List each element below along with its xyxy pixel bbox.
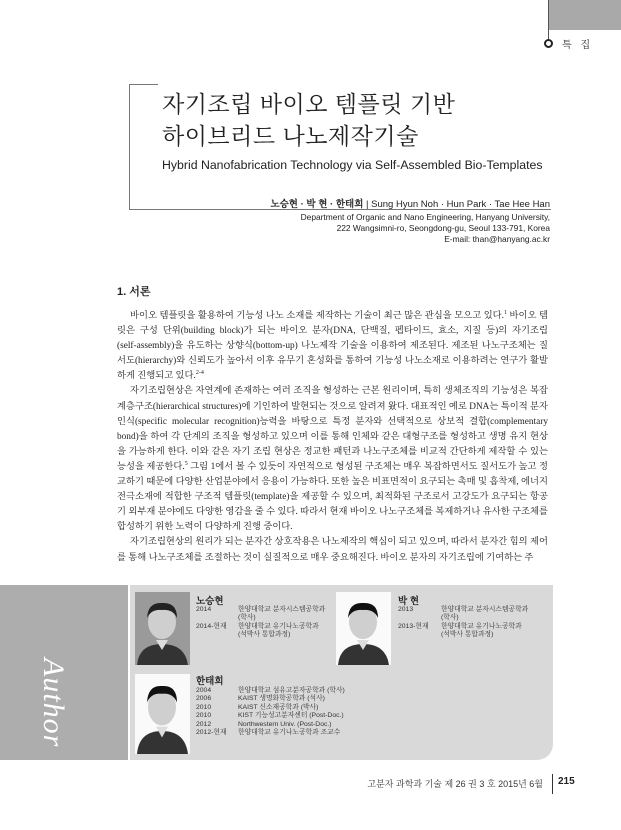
author-photo	[135, 592, 190, 665]
text-segment: (self-assembly)을 유도하는 상향식(bottom-up) 나노제작 기술을 이용하여 제조된다. 제조된 나노구조체는 질	[117, 341, 548, 352]
portrait-icon	[336, 592, 391, 665]
text-segment: 합성하기 위한 노력이 다양하게 진행 중이다.	[117, 522, 293, 533]
text-line	[117, 415, 548, 430]
section-tag: 특 집	[562, 40, 594, 51]
text-segment: 인식(specific molecular recognition)능력을 바탕으로 특정 분자와 선택적으로 상보적 결합(complementary	[117, 416, 548, 427]
text-segment: bond)을 하여 각 단계의 조직을 형성하고 있으며 이를 통해 인체와 같은 대형구조를 형성하고 생명 유지 현상	[117, 431, 548, 442]
author-name: 박 현	[398, 596, 419, 607]
text-line	[117, 551, 548, 566]
text-segment: 서도(hierarchy)와 신뢰도가 높아서 이후 유무기 혼성화를 통하여 기능성 나노소재로 이용하려는 연구가 활발	[117, 356, 548, 367]
career-description: KAIST 신소재공학과 (박사)	[238, 703, 319, 711]
career-description: 한양대학교 분자시스템공학과	[238, 606, 326, 613]
career-description: (석박사 통합과정)	[238, 631, 291, 639]
title-english: Hybrid Nanofabrication Technology via Self-Assembled Bio-Templates	[162, 158, 543, 172]
text-segment: 교하기 때문에 다양한 산업분야에서 응용이 가능하다. 또한 높은 비표면적이 요구되는 촉매 및 흡착제, 에너지	[117, 477, 548, 488]
career-year: 2004	[196, 687, 212, 694]
text-line	[117, 430, 548, 445]
portrait-icon	[135, 592, 190, 665]
text-segment: 기 외부재 분야에도 다양한 영감을 줄 수 있다. 따라서 현재 바이오 나노구조체를 복제하거나 유사한 구조체를	[117, 507, 548, 518]
author-name: 노승현	[196, 596, 224, 607]
text-line	[117, 400, 548, 415]
career-description: 한양대학교 유기나노공학과 조교수	[238, 729, 341, 736]
bullet-circle-icon	[544, 39, 553, 48]
citation-superscript: 5	[184, 460, 188, 467]
footer-divider	[552, 774, 553, 794]
author-photo	[135, 674, 190, 754]
body-text	[117, 309, 548, 566]
career-year: 2013	[398, 606, 414, 613]
author-name: 한태희	[196, 676, 224, 687]
paragraph	[117, 309, 548, 384]
text-segment: 를 통해 나노구조체를 조절하는 것이 실질적으로 매우 중요해진다. 바이오 분자의 자기조립에 기여하는 주	[117, 552, 534, 563]
citation-superscript: 2-4	[195, 370, 204, 377]
career-description: 한양대학교 섬유고분자공학과 (학사)	[238, 687, 345, 694]
text-segment: 그림 1에서 볼 수 있듯이 자연적으로 형성된 구조체는 매우 복잡하면서도 질서도가 높고 정	[187, 461, 548, 472]
affiliation-address: 222 Wangsimni-ro, Seongdong-gu, Seoul 133-791, Korea	[336, 223, 550, 233]
affiliation-department: Department of Organic and Nano Engineering, Hanyang University,	[300, 212, 550, 222]
career-description: (석박사 통합과정)	[441, 631, 494, 639]
author-label: Author	[37, 658, 70, 748]
career-description: 한양대학교 유기나노공학과	[441, 622, 522, 630]
career-description: (학사)	[238, 614, 256, 622]
text-segment: 바이오 템	[509, 311, 548, 321]
career-description: (학사)	[441, 614, 459, 622]
text-line	[117, 505, 548, 520]
career-year: 2010	[196, 712, 212, 720]
text-line	[117, 535, 548, 550]
citation-superscript: 1	[504, 309, 507, 316]
text-segment: 릿은 구성 단위(building block)가 되는 바이오 분자(DNA, 단백질, 펩타이드, 효소, 지질 등)의 자기조립	[117, 326, 548, 337]
career-year: 2012-현재	[196, 729, 227, 736]
paragraph	[117, 384, 548, 535]
title-korean-line1: 자기조립 바이오 템플릿 기반	[162, 91, 456, 117]
text-line	[117, 369, 548, 384]
affiliation-email: E-mail: than@hanyang.ac.kr	[444, 234, 550, 244]
text-segment: 을 가능하게 한다. 이와 같은 자기 조립 현상은 정교한 패턴과 나노구조체를 비교적 간단하게 제작할 수 있는	[117, 446, 548, 457]
author-names-korean: 노승현 · 박 현 · 한태희	[270, 199, 364, 210]
text-line	[117, 309, 548, 324]
career-description: KIST 기능성고분자센터 (Post-Doc.)	[238, 712, 344, 720]
career-description: Northwestern Univ. (Post-Doc.)	[238, 720, 332, 728]
text-line	[117, 384, 548, 399]
text-segment: 능성을 제공한다.	[117, 461, 185, 472]
paragraph	[117, 535, 548, 565]
text-segment: 전극소재에 적합한 구조적 템플릿(template)을 제공할 수 있으며, 최적화된 구조로서 고강도가 요구되는 항공	[117, 492, 548, 503]
page-number: 215	[558, 776, 575, 787]
career-year: 2014-현재	[196, 622, 227, 630]
text-line	[117, 324, 548, 339]
author-photo	[336, 592, 391, 665]
title-korean-line2: 하이브리드 나노제작기술	[162, 123, 419, 149]
text-segment: 바이오 템플릿을 활용하여 기능성 나노 소재를 제작하는 기술이 최근 많은 관심을 모으고 있다.	[130, 311, 504, 321]
text-line	[117, 460, 548, 475]
text-segment: 계층구조(hierarchical structures)에 기인하여 발현되는 것으로 알려져 왔다. 대표적인 예로 DNA는 특이적 분자	[117, 401, 548, 412]
author-byline	[270, 196, 550, 210]
title-bracket-top	[129, 84, 158, 85]
career-year: 2013-현재	[398, 622, 429, 630]
author-names-english: Sung Hyun Noh · Hun Park · Tae Hee Han	[371, 199, 550, 210]
text-segment: 자기조립현상은 자연계에 존재하는 여러 조직을 형성하는 근본 원리이며, 특히 생체조직의 기능성은 복잡	[130, 386, 548, 397]
career-description: 한양대학교 유기나노공학과	[238, 622, 319, 630]
byline-separator: |	[366, 199, 369, 210]
footer-journal: 고분자 과학과 기술 제 26 권 3 호 2015년 6월	[367, 779, 543, 789]
career-year: 2010	[196, 703, 212, 711]
career-year: 2006	[196, 695, 212, 703]
career-description: KAIST 생명화학공학과 (석사)	[238, 695, 325, 703]
text-line	[117, 339, 548, 354]
corner-rule	[548, 0, 549, 40]
portrait-icon	[135, 674, 190, 754]
career-year: 2014	[196, 606, 212, 613]
text-segment: 하게 진행되고 있다.	[117, 371, 196, 382]
text-line	[117, 490, 548, 505]
text-segment: 자기조립현상의 원리가 되는 분자간 상호작용은 나노제작의 핵심이 되고 있으며, 따라서 분자간 힘의 제어	[130, 537, 548, 548]
section-heading: 1. 서론	[117, 286, 151, 298]
text-line	[117, 520, 548, 535]
text-line	[117, 445, 548, 460]
career-description: 한양대학교 분자시스템공학과	[441, 606, 529, 613]
text-line	[117, 475, 548, 490]
corner-tab	[548, 0, 621, 30]
text-line	[117, 354, 548, 369]
career-year: 2012	[196, 720, 212, 728]
